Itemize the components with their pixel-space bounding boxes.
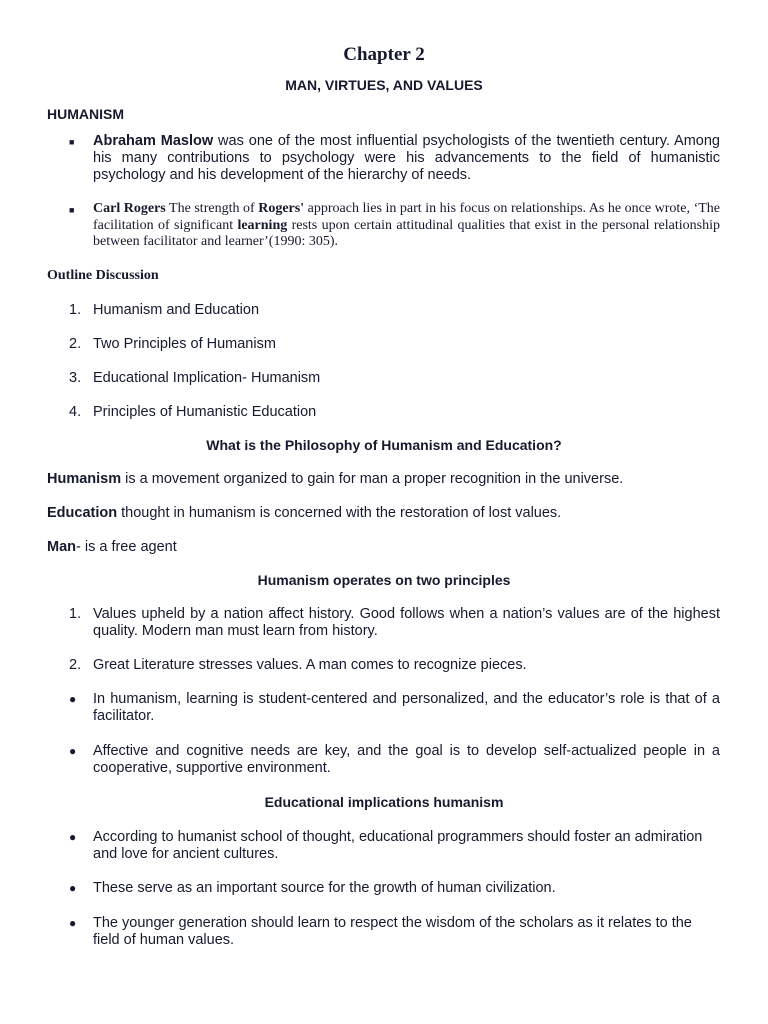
outline-heading: Outline Discussion	[47, 268, 159, 283]
maslow-name: Abraham Maslow	[93, 133, 214, 149]
bullet-dot-icon: ●	[69, 744, 77, 758]
outline-number: 1.	[69, 302, 82, 318]
bullet-dot-icon: ●	[69, 830, 77, 844]
chapter-title: Chapter 2	[343, 44, 425, 65]
outline-item: Humanism and Education	[93, 302, 260, 318]
definition-text: - is a free agent	[76, 539, 177, 555]
definition-man	[47, 539, 727, 556]
outline-item: Two Principles of Humanism	[93, 336, 276, 352]
outline-number: 4.	[69, 404, 82, 420]
implication-item: The younger generation should learn to respect the wisdom of the scholars as it relates to the field of human values.	[93, 915, 692, 948]
square-bullet-icon: ■	[69, 205, 75, 215]
rogers-text-3: rests upon certain attitudinal qualities that exist in the personal relationship between facilitator and learner’(1990: 305).	[93, 217, 720, 249]
principle-number: 2.	[69, 657, 82, 673]
definition-text: thought in humanism is concerned with the restoration of lost values.	[117, 505, 562, 521]
definition-term: Humanism	[47, 471, 122, 487]
implications-heading: Educational implications humanism	[264, 794, 504, 810]
rogers-bold-2: learning	[237, 217, 288, 233]
section-heading-humanism: HUMANISM	[47, 106, 124, 122]
rogers-paragraph	[93, 201, 720, 251]
rogers-text-1: The strength of	[165, 201, 259, 216]
definition-humanism	[47, 471, 727, 488]
principle-item: Great Literature stresses values. A man comes to recognize pieces.	[93, 657, 527, 673]
maslow-text: was one of the most influential psychologists of the twentieth century. Among his many contributions to psychology were his advancements to the field of humanistic psychology and his development of the hierarchy of needs.	[93, 133, 720, 183]
outline-item: Educational Implication- Humanism	[93, 370, 321, 386]
bullet-dot-icon: ●	[69, 692, 77, 706]
principle-item: Values upheld by a nation affect history. Good follows when a nation’s values are of the highest quality. Modern man must learn from history.	[93, 606, 720, 639]
principles-heading: Humanism operates on two principles	[257, 572, 511, 588]
maslow-paragraph	[93, 133, 720, 184]
rogers-name: Carl Rogers	[93, 201, 166, 216]
principle-bullet: In humanism, learning is student-centered and personalized, and the educator’s role is that of a facilitator.	[93, 691, 720, 724]
outline-number: 2.	[69, 336, 82, 352]
rogers-bold-1: Rogers'	[258, 201, 305, 216]
implication-item: According to humanist school of thought, educational programmers should foster an admiration and love for ancient cultures.	[93, 829, 703, 862]
definition-education	[47, 505, 727, 522]
philosophy-heading: What is the Philosophy of Humanism and Education?	[206, 437, 562, 453]
outline-number: 3.	[69, 370, 82, 386]
definition-term: Education	[47, 505, 118, 521]
bullet-dot-icon: ●	[69, 916, 77, 930]
rogers-text-2: approach lies in part in his focus on relationships. As he once wrote, ‘The facilitation of significant	[93, 201, 720, 233]
definition-text: is a movement organized to gain for man a proper recognition in the universe.	[121, 471, 624, 487]
chapter-subtitle: MAN, VIRTUES, AND VALUES	[285, 77, 483, 93]
definition-term: Man	[47, 539, 76, 555]
principle-bullet: Affective and cognitive needs are key, and the goal is to develop self-actualized people in a cooperative, supportive environment.	[93, 743, 720, 776]
bullet-dot-icon: ●	[69, 881, 77, 895]
outline-item: Principles of Humanistic Education	[93, 404, 317, 420]
implication-item: These serve as an important source for the growth of human civilization.	[93, 880, 556, 896]
square-bullet-icon: ■	[69, 137, 75, 147]
principle-number: 1.	[69, 606, 82, 622]
